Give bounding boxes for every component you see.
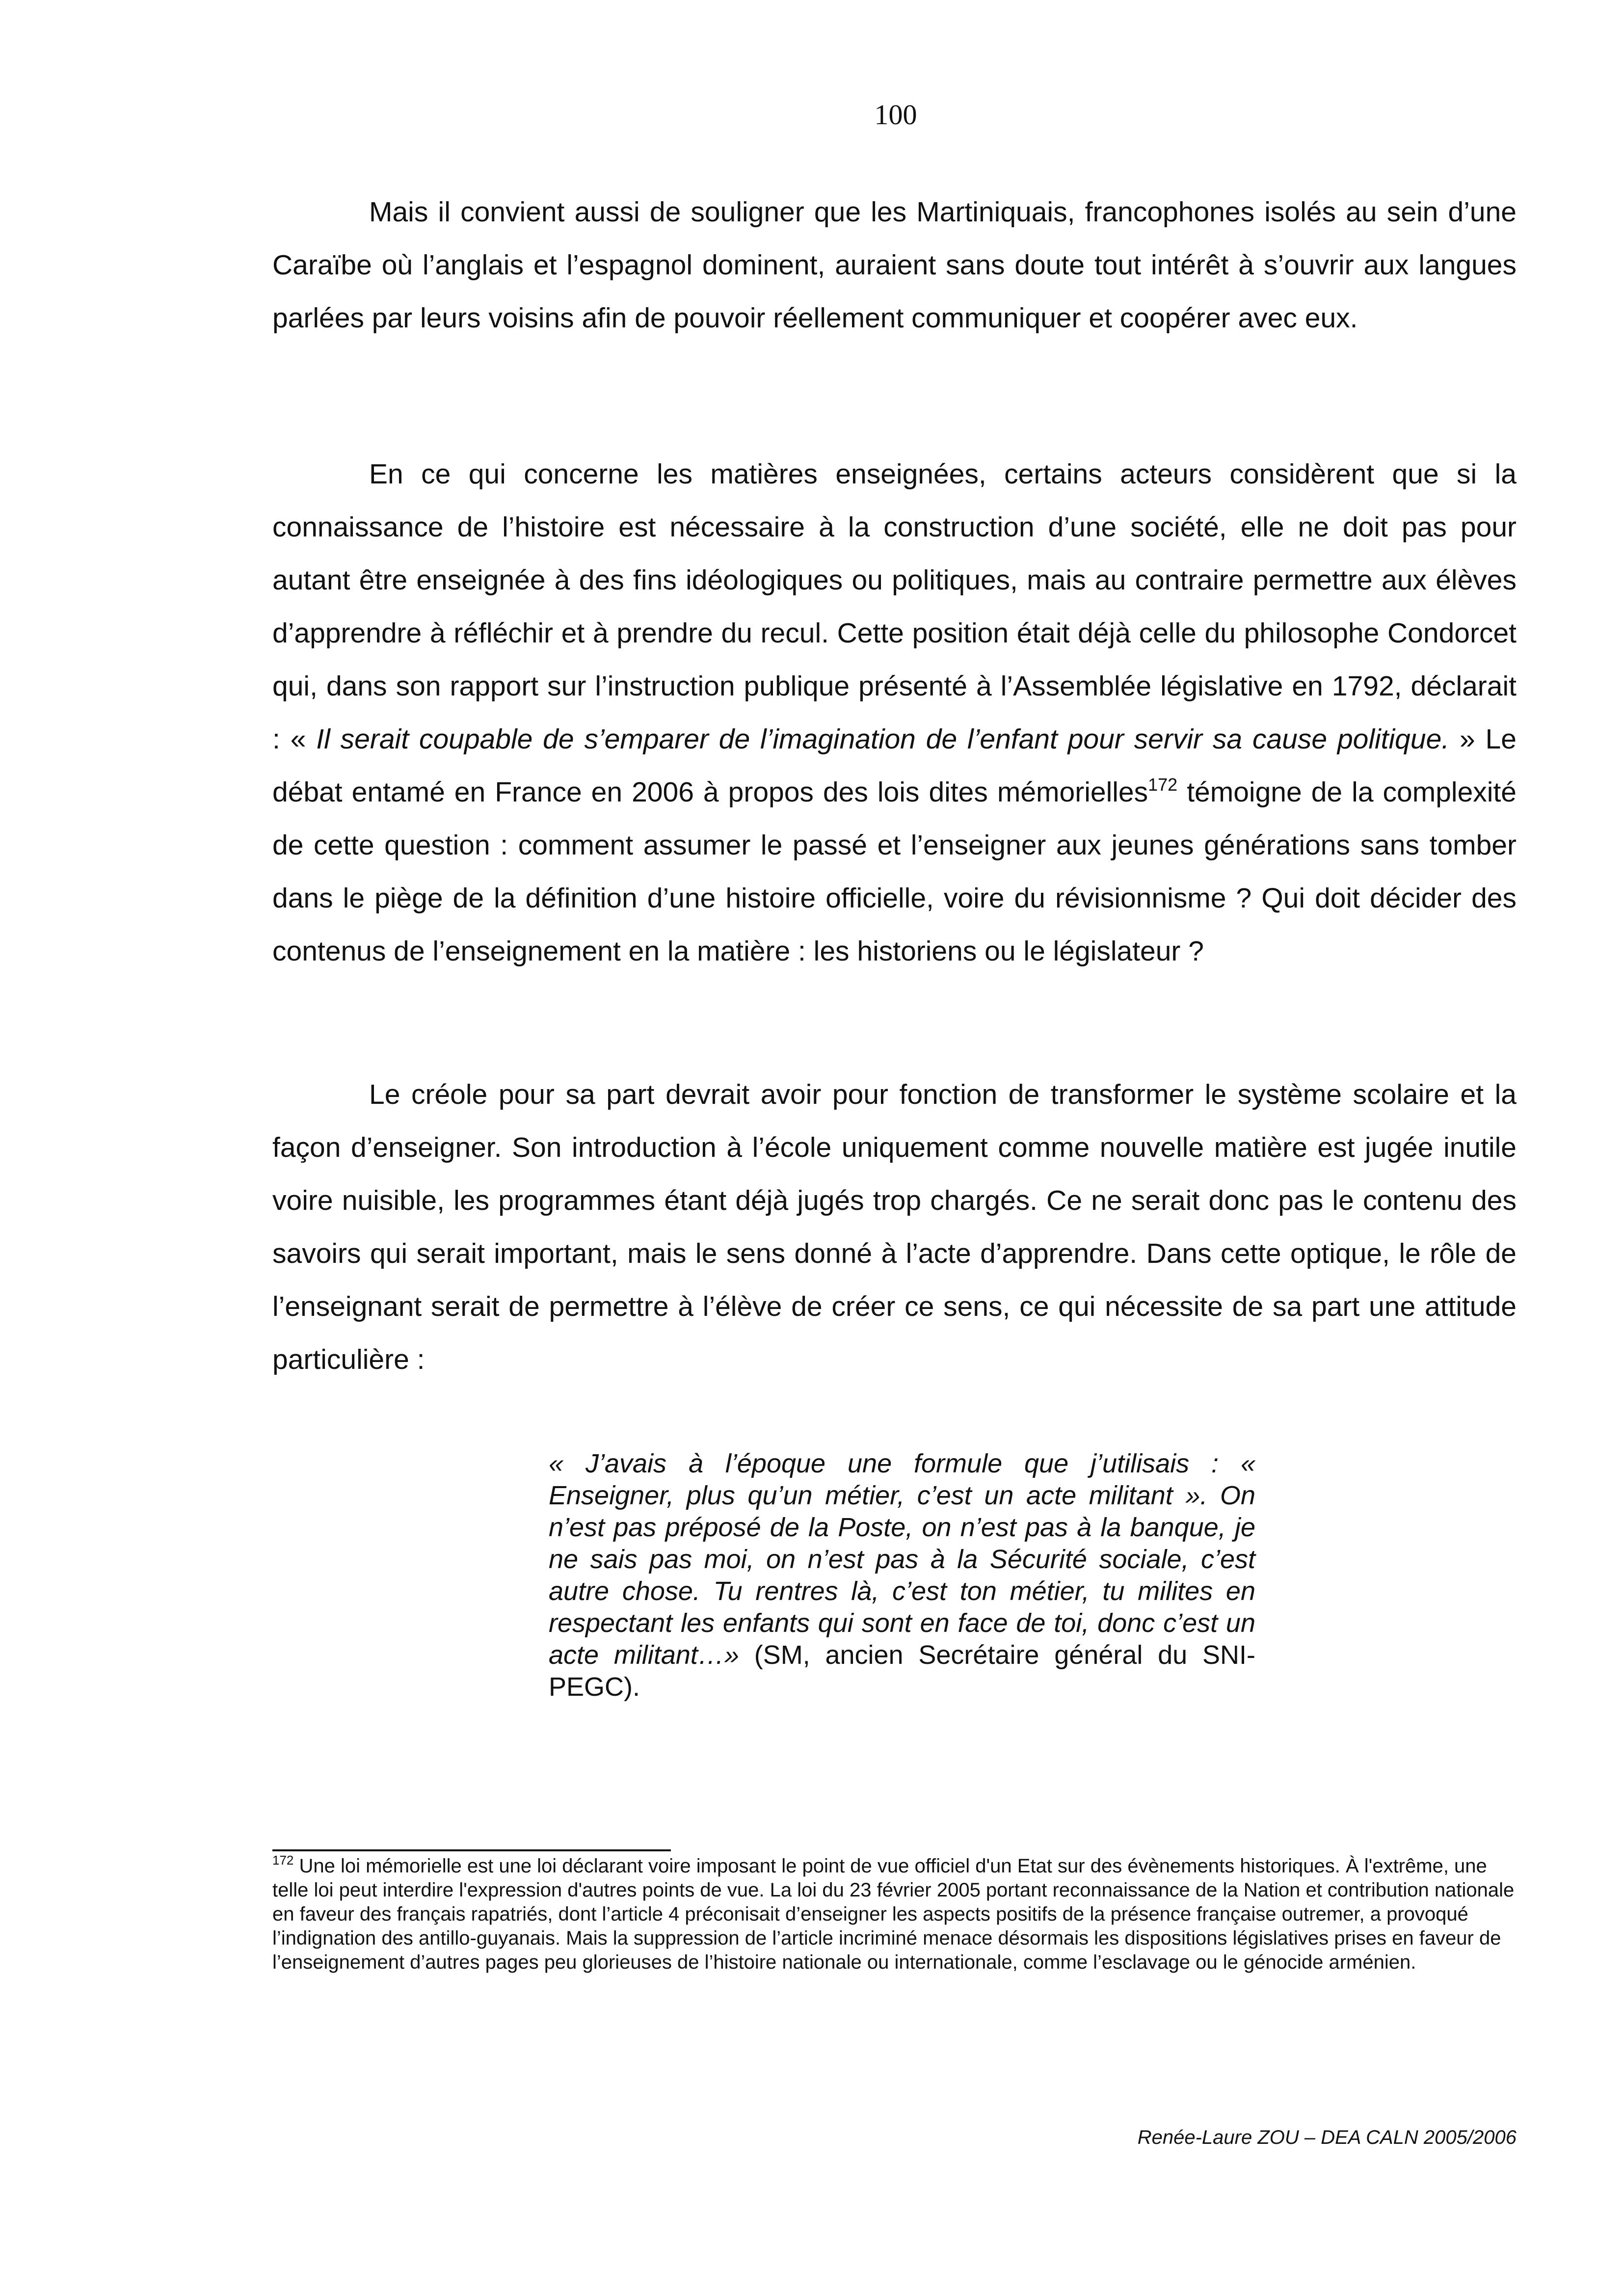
page-number: 100 [874, 99, 917, 131]
paragraph-multilingualism [272, 186, 1517, 345]
block-quote [549, 1448, 1255, 1703]
footnote-reference[interactable]: 172 [1148, 774, 1178, 795]
paragraph-text: En ce qui concerne les matières enseignées, certains acteurs considèrent que si la connaissance de l’histoire est nécessaire à la construction d’une société, elle ne doit pas pour autant être enseignée à des fins idéologiques ou politiques, mais au contraire permettre aux élèves d’apprendre à réfléchir et à prendre du recul. Cette position était déjà celle du philosophe Condorcet qui, dans son rapport sur l’instruction publique présenté à l’Assemblée législative en 1792, déclarait : « [272, 458, 1517, 755]
block-quote-text: « J’avais à l’époque une formule que j’utilisais : « Enseigner, plus qu’un métier, c’est un acte militant ». On n’est pas préposé de la Poste, on n’est pas à la banque, je ne sais pas moi, on n’est pas à la Sécurité sociale, c’est autre chose. Tu rentres là, c’est ton métier, tu milites en respectant les enfants qui sont en face de toi, donc c’est un acte militant…» [549, 1449, 1255, 1670]
block-quote-attribution: (SM, ancien Secrétaire général du SNI-PEGC). [549, 1640, 1255, 1702]
footnote-number: 172 [272, 1853, 294, 1868]
condorcet-quote: Il serait coupable de s’emparer de l’imagination de l’enfant pour servir sa cause politique. [316, 723, 1450, 755]
paragraph-text: » Le débat entamé en France en 2006 à propos des lois dites mémorielles [272, 723, 1517, 808]
paragraph-creole [272, 1068, 1517, 1386]
footnote-separator [272, 1849, 671, 1851]
paragraph-text: témoigne de la complexité de cette question : comment assumer le passé et l’enseigner aux jeunes générations sans tomber dans le piège de la définition d’une histoire officielle, voire du révisionnisme ? Qui doit décider des contenus de l’enseignement en la matière : les historiens ou le législateur ? [272, 776, 1517, 967]
paragraph-history-teaching [272, 448, 1517, 978]
paragraph-text: Le créole pour sa part devrait avoir pour fonction de transformer le système scolaire et la façon d’enseigner. Son introduction à l’école uniquement comme nouvelle matière est jugée inutile voire nuisible, les programmes étant déjà jugés trop chargés. Ce ne serait donc pas le contenu des savoirs qui serait important, mais le sens donné à l’acte d’apprendre. Dans cette optique, le rôle de l’enseignant serait de permettre à l’élève de créer ce sens, ce qui nécessite de sa part une attitude particulière : [272, 1079, 1517, 1375]
footnote-text: Une loi mémorielle est une loi déclarant voire imposant le point de vue officiel d'un Etat sur des évènements historiques. À l'extrême, une telle loi peut interdire l'expression d'autres points de vue. La loi du 23 février 2005 portant reconnaissance de la Nation et contribution nationale en faveur des français rapatriés, dont l’article 4 préconisait d’enseigner les aspects positifs de la présence française outremer, a provoqué l’indignation des antillo-guyanais. Mais la suppression de l’article incriminé menace désormais les dispositions législatives prises en faveur de l’enseignement d’autres pages peu glorieuses de l’histoire nationale ou internationale, comme l’esclavage ou le génocide arménien. [272, 1855, 1515, 1973]
footnote [272, 1854, 1517, 1975]
page-footer: Renée-Laure ZOU – DEA CALN 2005/2006 [1137, 2127, 1517, 2148]
paragraph-text: Mais il convient aussi de souligner que les Martiniquais, francophones isolés au sein d’une Caraïbe où l’anglais et l’espagnol dominent, auraient sans doute tout intérêt à s’ouvrir aux langues parlées par leurs voisins afin de pouvoir réellement communiquer et coopérer avec eux. [272, 196, 1517, 334]
